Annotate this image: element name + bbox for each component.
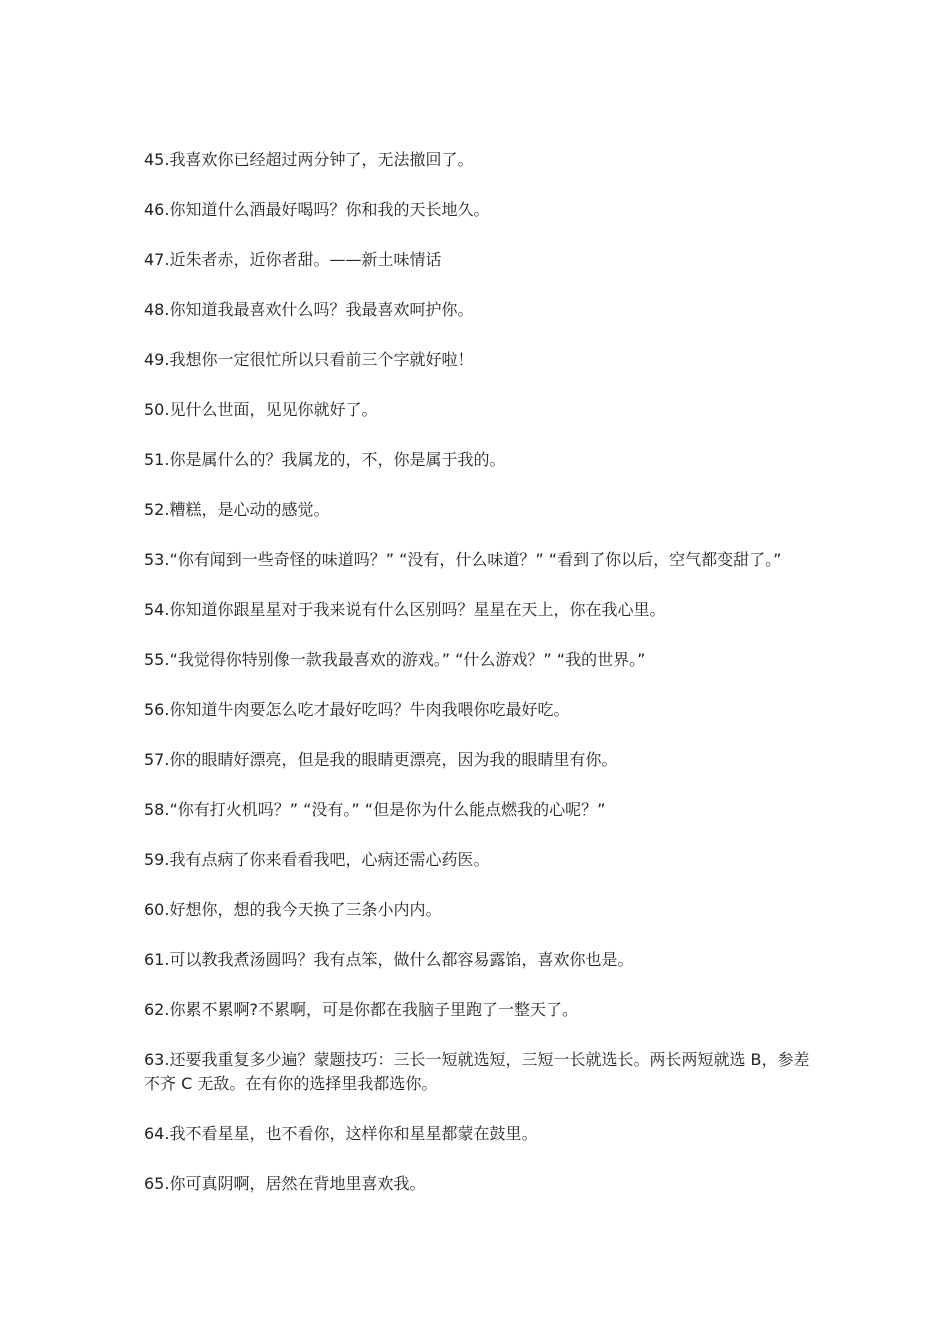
paragraph-64: 64.我不看星星，也不看你，这样你和星星都蒙在鼓里。 [144,1124,538,1143]
paragraph-51: 51.你是属什么的？我属龙的，不，你是属于我的。 [144,450,506,469]
paragraph-57: 57.你的眼睛好漂亮，但是我的眼睛更漂亮，因为我的眼睛里有你。 [144,750,618,769]
paragraph-55: 55.“我觉得你特别像一款我最喜欢的游戏。” “什么游戏？” “我的世界。” [144,650,646,669]
paragraph-58: 58.“你有打火机吗？” “没有。” “但是你为什么能点燃我的心呢？” [144,800,606,819]
paragraph-62: 62.你累不累啊?不累啊，可是你都在我脑子里跑了一整天了。 [144,1000,578,1019]
paragraph-50: 50.见什么世面，见见你就好了。 [144,400,378,419]
paragraph-53: 53.“你有闻到一些奇怪的味道吗？” “没有，什么味道？” “看到了你以后，空气都变甜了。” [144,550,782,569]
paragraph-47: 47.近朱者赤，近你者甜。——新土味情话 [144,250,442,269]
paragraph-63: 63.还要我重复多少遍？蒙题技巧：三长一短就选短，三短一长就选长。两长两短就选 B，参差不齐 C 无敌。在有你的选择里我都选你。 [144,1050,810,1093]
paragraph-61: 61.可以教我煮汤圆吗？我有点笨，做什么都容易露馅，喜欢你也是。 [144,950,634,969]
paragraph-59: 59.我有点病了你来看看我吧，心病还需心药医。 [144,850,490,869]
paragraph-46: 46.你知道什么酒最好喝吗？你和我的天长地久。 [144,200,490,219]
paragraph-45: 45.我喜欢你已经超过两分钟了，无法撤回了。 [144,150,474,169]
paragraph-54: 54.你知道你跟星星对于我来说有什么区别吗？星星在天上，你在我心里。 [144,600,666,619]
paragraph-49: 49.我想你一定很忙所以只看前三个字就好啦！ [144,350,474,369]
paragraph-52: 52.糟糕，是心动的感觉。 [144,500,330,519]
paragraph-56: 56.你知道牛肉要怎么吃才最好吃吗？牛肉我喂你吃最好吃。 [144,700,570,719]
paragraph-65: 65.你可真阴啊，居然在背地里喜欢我。 [144,1174,426,1193]
paragraph-60: 60.好想你，想的我今天换了三条小内内。 [144,900,442,919]
document-body [144,148,814,1222]
paragraph-48: 48.你知道我最喜欢什么吗？我最喜欢呵护你。 [144,300,474,319]
